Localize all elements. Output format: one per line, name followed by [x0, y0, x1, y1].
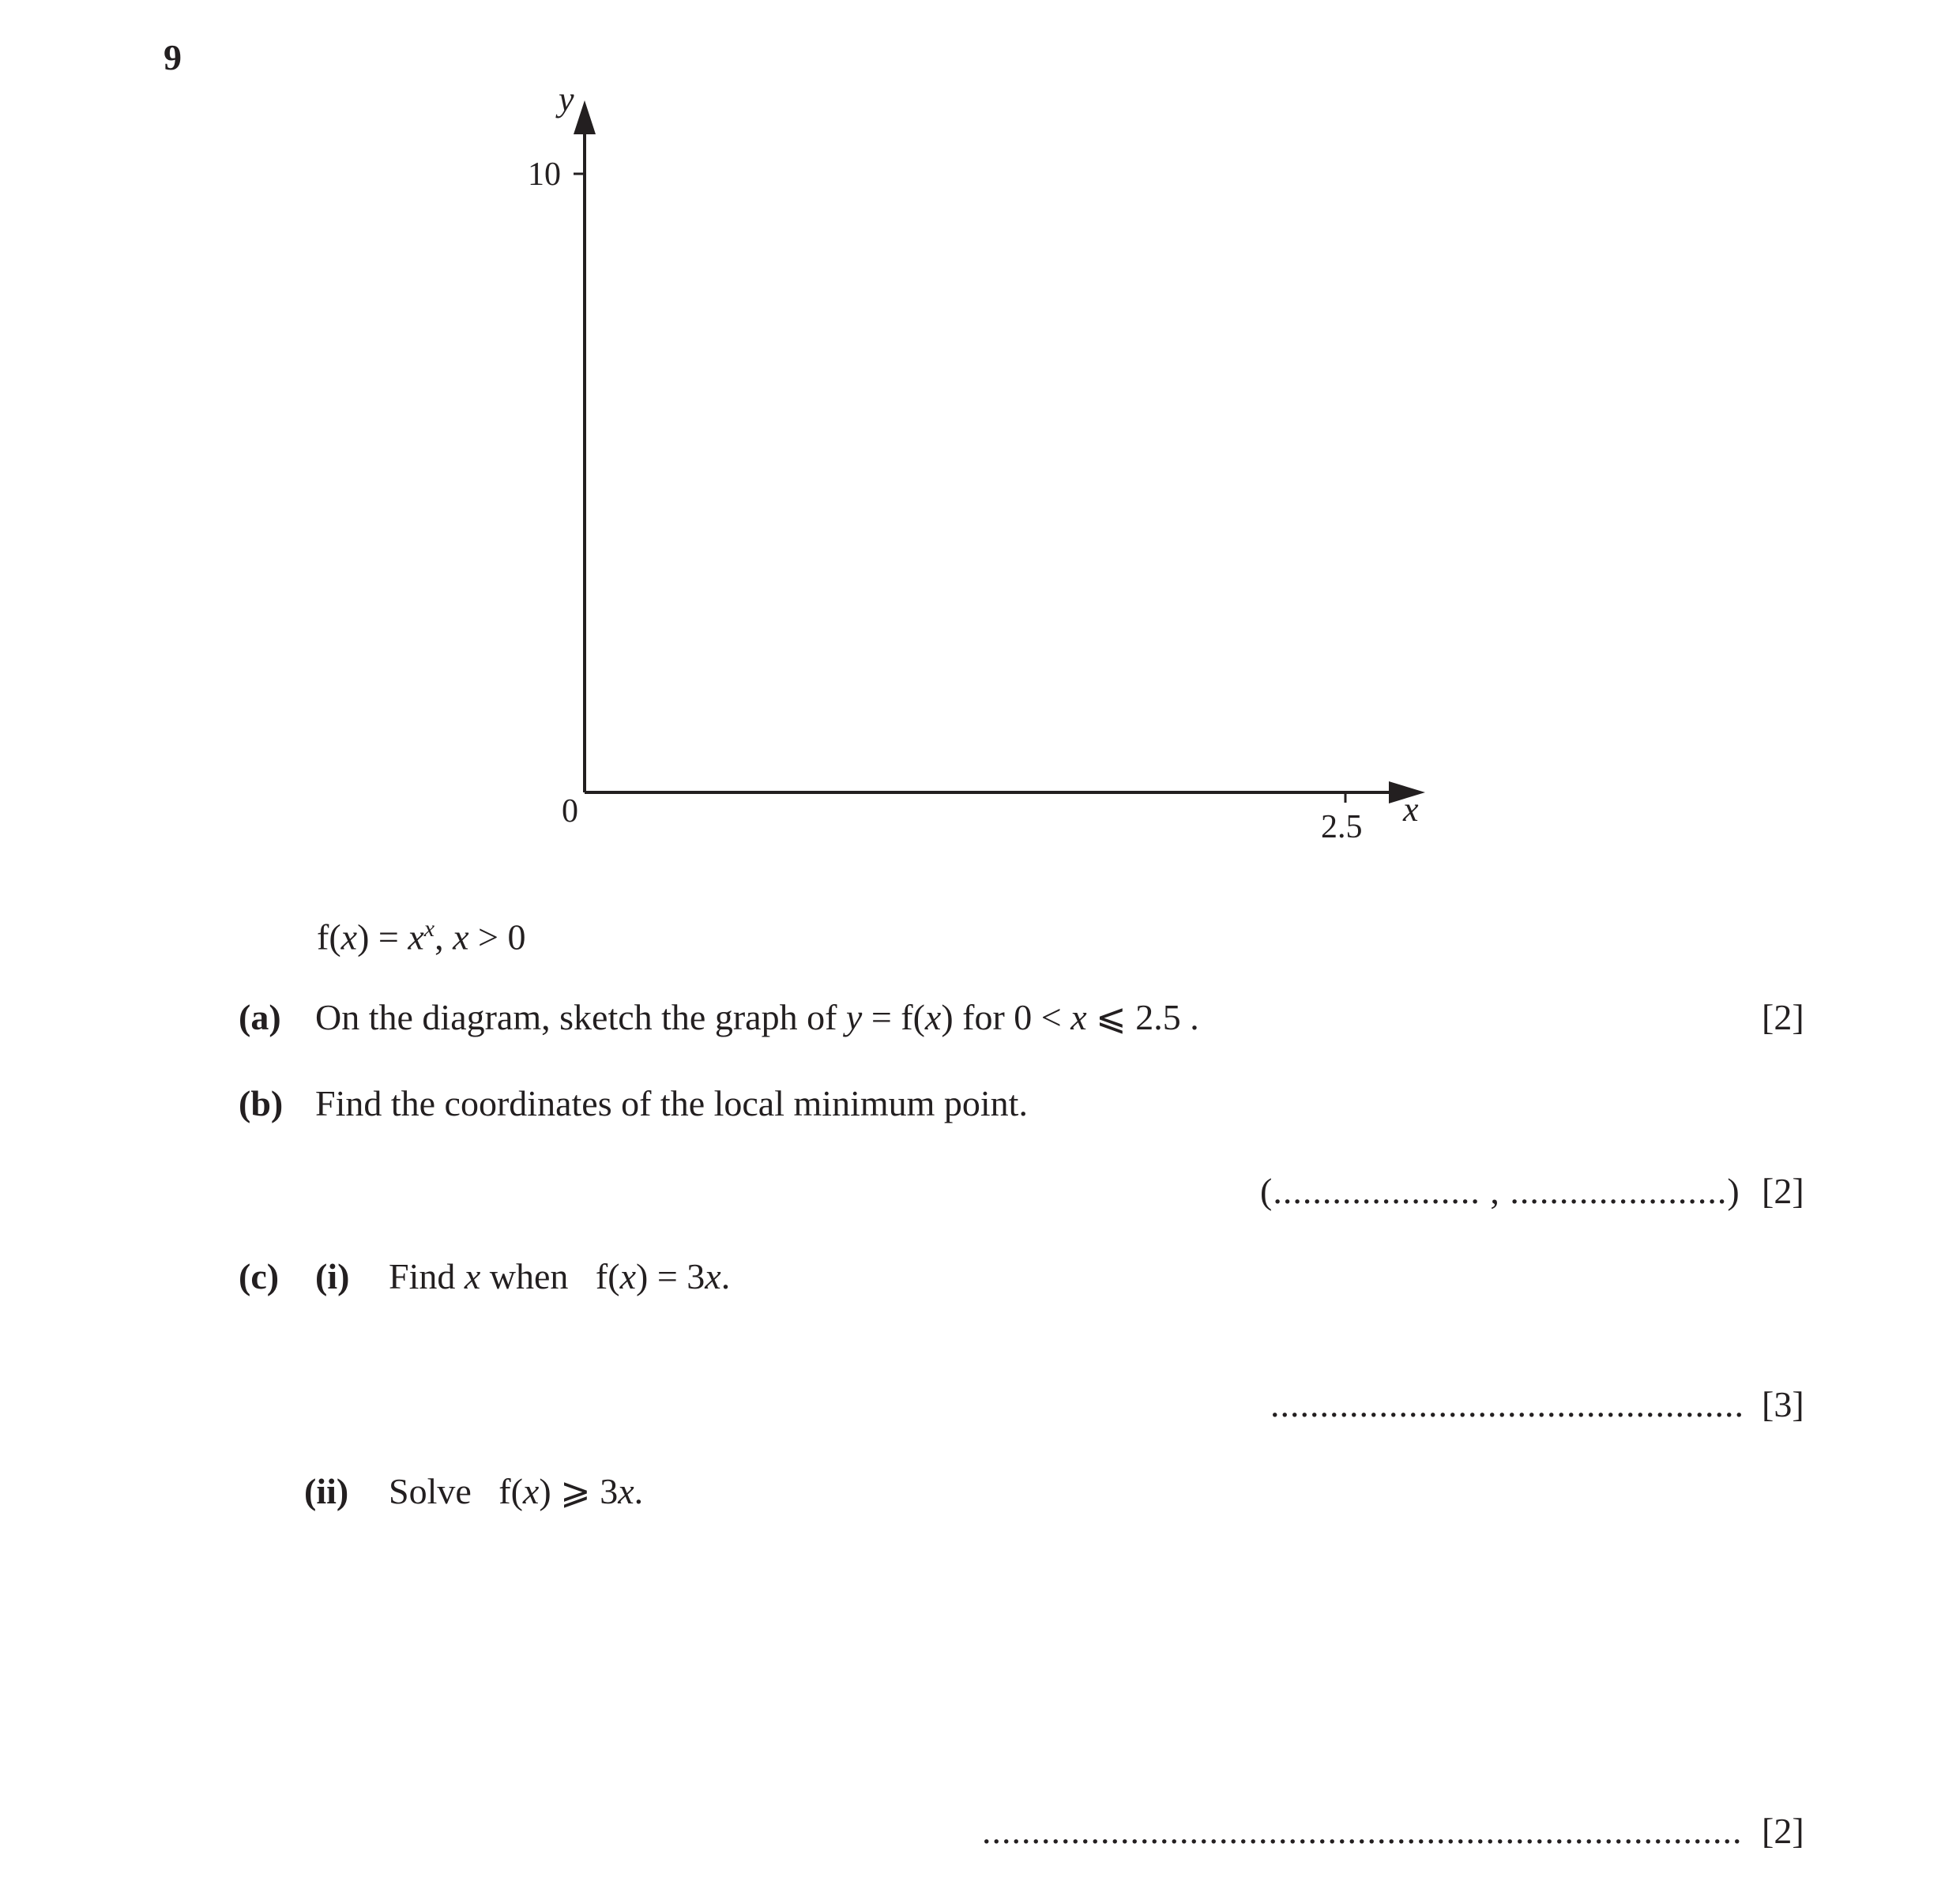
part-a-text: On the diagram, sketch the graph of y = f(x) for 0 < x ⩽ 2.5 . [315, 997, 1199, 1037]
part-a-marks: [2] [1762, 997, 1804, 1037]
part-b-answer-line[interactable]: (..................... , ......................) [1260, 1171, 1740, 1211]
y-tick-label: 10 [528, 156, 561, 193]
y-axis-label: y [559, 80, 574, 119]
y-axis-arrow [574, 100, 596, 134]
function-definition: $f(x) = x^x$, x > 0 [317, 916, 526, 958]
part-c-i-marks: [3] [1762, 1384, 1804, 1424]
part-c-label: (c) [239, 1256, 280, 1296]
part-b-marks: [2] [1762, 1171, 1804, 1211]
part-c-ii-label: (ii) [304, 1471, 349, 1511]
part-c-ii-marks: [2] [1762, 1811, 1804, 1851]
x-tick-label: 2.5 [1321, 809, 1363, 845]
graph-axes [0, 0, 1960, 869]
part-b-label: (b) [239, 1083, 284, 1123]
x-axis-label: x [1403, 790, 1419, 829]
part-a-label: (a) [239, 997, 281, 1037]
part-b-text: Find the coordinates of the local minimum point. [315, 1083, 1028, 1123]
part-c-ii-text: Solve f(x) ⩾ 3x. [389, 1471, 644, 1511]
origin-label: 0 [562, 793, 578, 830]
part-c-i-label: (i) [315, 1256, 350, 1296]
part-c-ii-answer-line[interactable]: ............................................................................. [982, 1811, 1743, 1851]
part-c-i-text: Find x when f(x) = 3x. [389, 1256, 731, 1296]
part-c-i-answer-line[interactable]: ................................................ [1270, 1384, 1744, 1424]
question-number: 9 [164, 37, 182, 77]
